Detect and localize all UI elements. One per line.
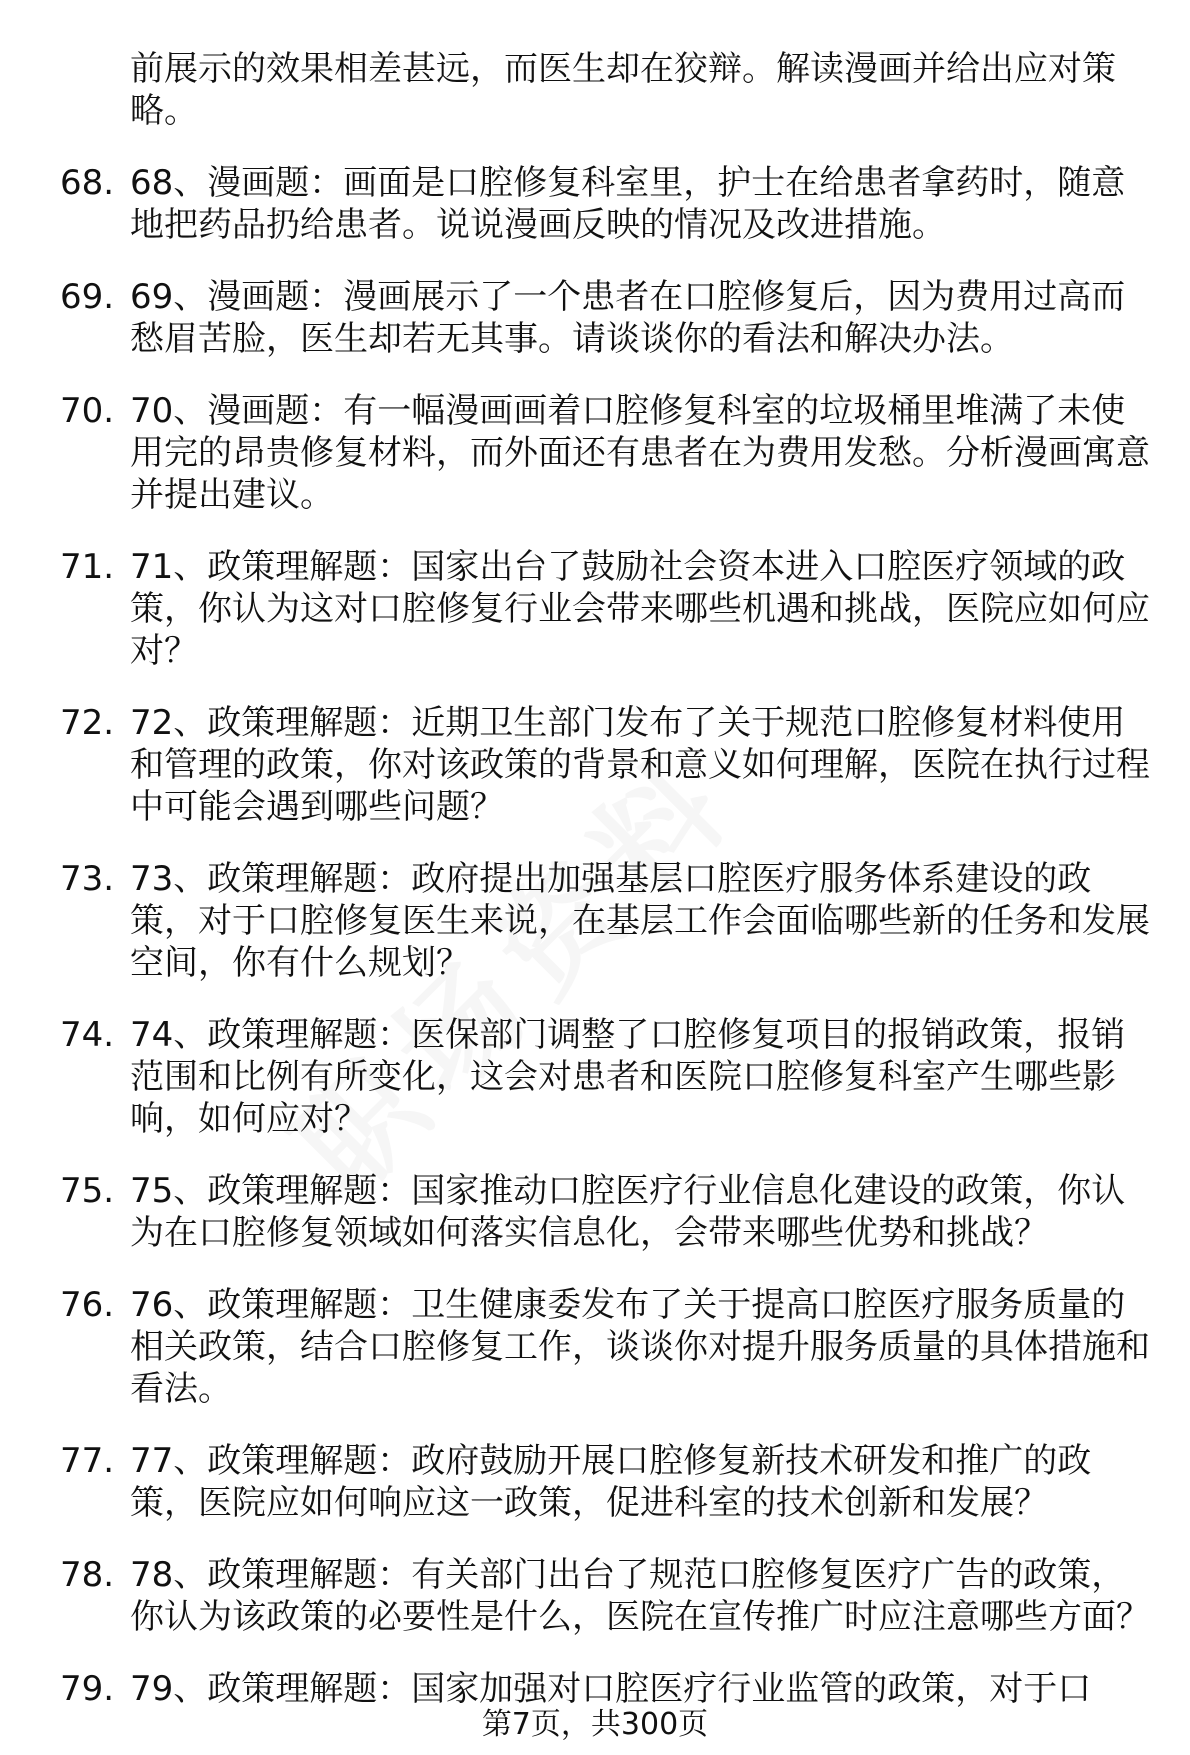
item-text: 72、政策理解题：近期卫生部门发布了关于规范口腔修复材料使用和管理的政策，你对该政策的背景和意义如何理解，医院在执行过程中可能会遇到哪些问题？: [130, 703, 1150, 827]
list-item: [0, 1170, 1190, 1254]
list-item: [0, 162, 1190, 246]
item-text: 78、政策理解题：有关部门出台了规范口腔修复医疗广告的政策，你认为该政策的必要性是什么，医院在宣传推广时应注意哪些方面？: [130, 1555, 1150, 1637]
list-item: [0, 702, 1190, 828]
item-number: 74.: [60, 1015, 115, 1055]
item-text: 73、政策理解题：政府提出加强基层口腔医疗服务体系建设的政策，对于口腔修复医生来说，在基层工作会面临哪些新的任务和发展空间，你有什么规划？: [130, 859, 1150, 983]
item-number: 71.: [60, 547, 115, 587]
item-number: 73.: [60, 859, 115, 899]
list-item: [0, 1668, 1190, 1710]
item-number: 69.: [60, 277, 115, 317]
list-item: [0, 858, 1190, 984]
item-text: 69、漫画题：漫画展示了一个患者在口腔修复后，因为费用过高而愁眉苦脸，医生却若无其事。请谈谈你的看法和解决办法。: [130, 277, 1126, 359]
list-item: [0, 276, 1190, 360]
item-text: 76、政策理解题：卫生健康委发布了关于提高口腔医疗服务质量的相关政策，结合口腔修复工作，谈谈你对提升服务质量的具体措施和看法。: [130, 1285, 1150, 1409]
item-text: 75、政策理解题：国家推动口腔医疗行业信息化建设的政策，你认为在口腔修复领域如何落实信息化，会带来哪些优势和挑战？: [130, 1171, 1126, 1253]
item-number: 72.: [60, 703, 115, 743]
item-number: 75.: [60, 1171, 115, 1211]
item-number: 78.: [60, 1555, 115, 1595]
list-item: [0, 1284, 1190, 1410]
item-text: 70、漫画题：有一幅漫画画着口腔修复科室的垃圾桶里堆满了未使用完的昂贵修复材料，而外面还有患者在为费用发愁。分析漫画寓意并提出建议。: [130, 391, 1150, 515]
list-item: [0, 1554, 1190, 1638]
item-number: 68.: [60, 163, 115, 203]
list-item: [0, 1440, 1190, 1524]
item-number: 77.: [60, 1441, 115, 1481]
item-number: 70.: [60, 391, 115, 431]
list-item: [0, 1014, 1190, 1140]
list-item: [0, 546, 1190, 672]
item-text: 68、漫画题：画面是口腔修复科室里，护士在给患者拿药时，随意地把药品扔给患者。说说漫画反映的情况及改进措施。: [130, 163, 1126, 245]
item-text: 74、政策理解题：医保部门调整了口腔修复项目的报销政策，报销范围和比例有所变化，这会对患者和医院口腔修复科室产生哪些影响，如何应对？: [130, 1015, 1126, 1139]
item-number: 79.: [60, 1669, 115, 1709]
item-text: 71、政策理解题：国家出台了鼓励社会资本进入口腔医疗领域的政策，你认为这对口腔修复行业会带来哪些机遇和挑战，医院应如何应对？: [130, 547, 1150, 671]
question-list: [0, 48, 1190, 1740]
list-item: [0, 390, 1190, 516]
item-text: 79、政策理解题：国家加强对口腔医疗行业监管的政策，对于口: [130, 1669, 1092, 1709]
item-number: 76.: [60, 1285, 115, 1325]
page-footer: 第7页，共300页: [481, 1707, 709, 1742]
item-text: 77、政策理解题：政府鼓励开展口腔修复新技术研发和推广的政策，医院应如何响应这一政策，促进科室的技术创新和发展？: [130, 1441, 1092, 1523]
continuation-text: 前展示的效果相差甚远，而医生却在狡辩。解读漫画并给出应对策略。: [130, 49, 1116, 131]
